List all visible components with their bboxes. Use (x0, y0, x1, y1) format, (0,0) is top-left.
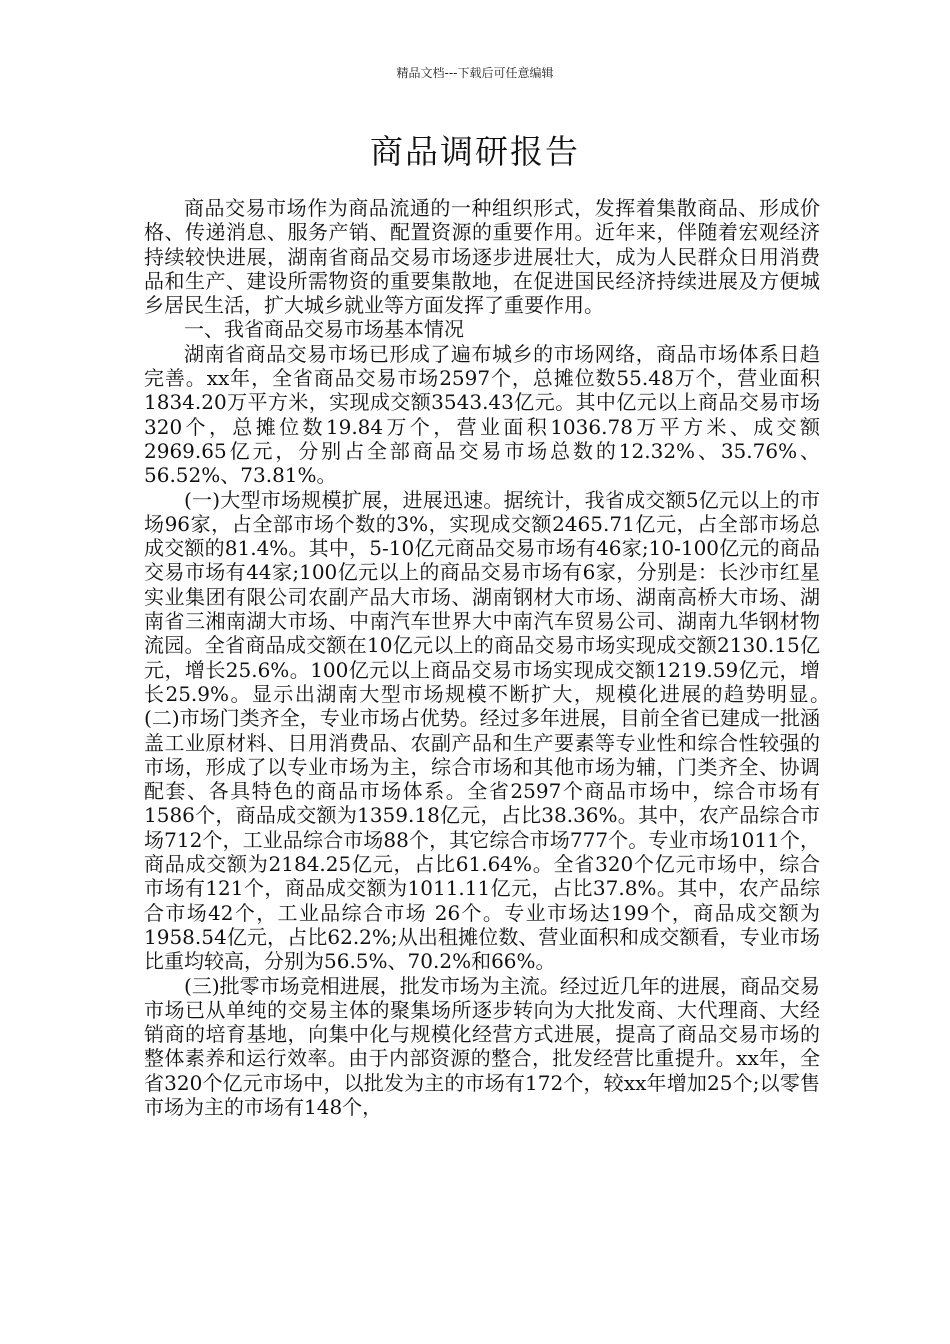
header-note: 精品文档---下载后可任意编辑 (396, 66, 554, 80)
document-title: 商品调研报告 (370, 132, 580, 171)
section-heading: 一、我省商品交易市场基本情况 (184, 317, 464, 342)
wholesale-paragraph: (三)批零市场竞相进展，批发市场为主流。经过近几年的进展，商品交易市场已从单纯的交易主体的聚集场所逐步转向为大批发商、大代理商、大经销商的培育基地，向集中化与规模化经营方式进展，提高了商品交易市场的整体素养和运行效率。由于内部资源的整合，批发经营比重提升。xx年，全省320个亿元市场中，以批发为主的市场有172个，较xx年增加25个;以零售市场为主的市场有148个， (144, 973, 820, 1119)
document-body (144, 196, 840, 1119)
overview-paragraph: 湖南省商品交易市场已形成了遍布城乡的市场网络，商品市场体系日趋完善。xx年，全省商品交易市场2597个，总摊位数55.48万个，营业面积1834.20万平方米，实现成交额3543.43亿元。其中亿元以上商品交易市场320个，总摊位数19.84万个，营业面积1036.78万平方米、成交额2969.65亿元，分别占全部商品交易市场总数的12.32%、35.76%、56.52%、73.81%。 (144, 341, 820, 488)
large-market-paragraph: (一)大型市场规模扩展，进展迅速。据统计，我省成交额5亿元以上的市场96家，占全部市场个数的3%，实现成交额2465.71亿元，占全部市场总成交额的81.4%。其中，5-10亿元商品交易市场有46家;10-100亿元的商品交易市场有44家;100亿元以上的商品交易市场有6家，分别是：长沙市红星实业集团有限公司农副产品大市场、湖南钢材大市场、湖南高桥大市场、湖南省三湘南湖大市场、中南汽车世界大中南汽车贸易公司、湖南九华钢材物流园。全省商品成交额在10亿元以上的商品交易市场实现成交额2130.15亿元，增长25.6%。100亿元以上商品交易市场实现成交额1219.59亿元，增长25.9%。显示出湖南大型市场规模不断扩大，规模化进展的趋势明显。 (二)市场门类齐全，专业市场占优势。经过多年进展，目前全省已建成一批涵盖工业原材料、日用消费品、农副产品和生产要素等专业性和综合性较强的市场，形成了以专业市场为主，综合市场和其他市场为辅，门类齐全、协调配套、各具特色的商品市场体系。全省2597个商品市场中，综合市场有1586个，商品成交额为1359.18亿元，占比38.36%。其中，农产品综合市场712个，工业品综合市场88个，其它综合市场777个。专业市场1011个，商品成交额为2184.25亿元，占比61.64%。全省320个亿元市场中，综合市场有121个，商品成交额为1011.11亿元，占比37.8%。其中，农产品综合市场42个，工业品综合市场 26个。专业市场达199个，商品成交额为1958.54亿元，占比62.2%;从出租摊位数、营业面积和成交额看，专业市场比重均较高，分别为56.5%、70.2%和66%。 (144, 487, 840, 974)
intro-paragraph: 商品交易市场作为商品流通的一种组织形式，发挥着集散商品、形成价格、传递消息、服务产销、配置资源的重要作用。近年来，伴随着宏观经济持续较快进展，湖南省商品交易市场逐步进展壮大，成为人民群众日用消费品和生产、建设所需物资的重要集散地，在促进国民经济持续进展及方便城乡居民生活，扩大城乡就业等方面发挥了重要作用。 (144, 196, 820, 318)
